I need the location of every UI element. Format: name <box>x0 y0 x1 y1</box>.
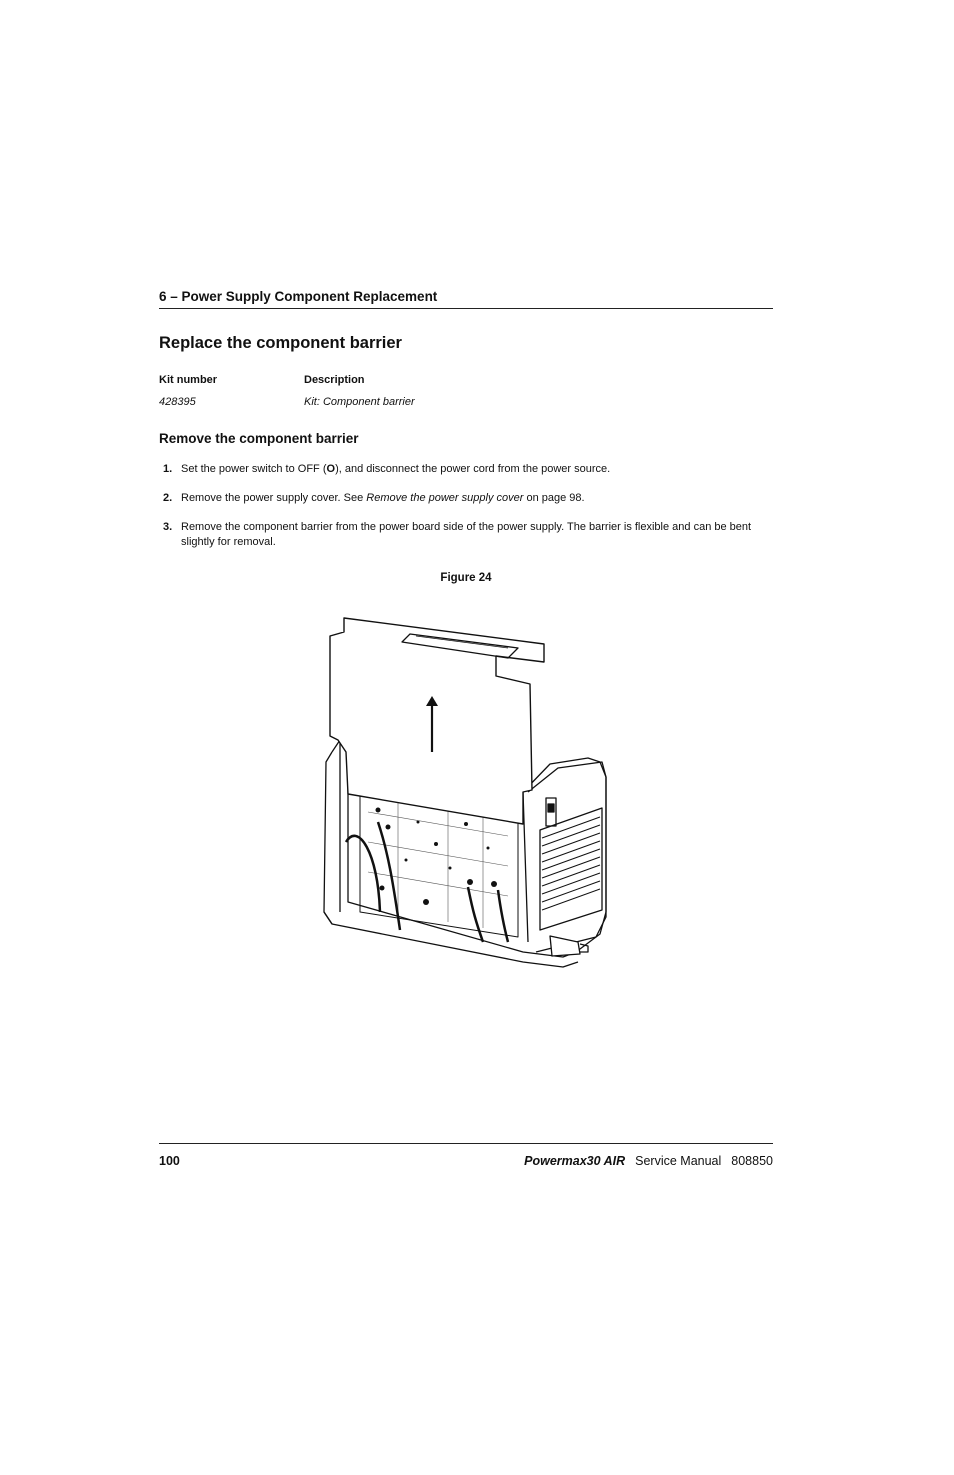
component-barrier-illustration <box>318 612 618 974</box>
kit-number-header: Kit number <box>159 374 218 386</box>
description-cell: Kit: Component barrier <box>304 396 415 408</box>
wire-harness <box>346 836 380 912</box>
cross-reference-link[interactable]: Remove the power supply cover <box>366 492 524 504</box>
product-name: Powermax30 AIR <box>524 1154 626 1168</box>
step-number: 1. <box>163 463 173 475</box>
page-number: 100 <box>159 1154 180 1168</box>
subsection-title: Remove the component barrier <box>159 431 359 446</box>
kit-table <box>159 374 659 418</box>
step-1 <box>163 462 775 477</box>
cord-strain-relief <box>550 936 580 956</box>
step-list <box>163 462 775 564</box>
step-number: 3. <box>163 521 173 533</box>
section-title: Replace the component barrier <box>159 334 402 352</box>
table-row <box>159 396 659 418</box>
step-3 <box>163 520 775 550</box>
step-text: on page 98. <box>523 492 585 504</box>
kit-number-cell: 428395 <box>159 396 196 408</box>
document-number: 808850 <box>731 1154 773 1168</box>
step-text: ), and disconnect the power cord from the power source. <box>335 463 611 475</box>
description-header: Description <box>304 374 365 386</box>
step-text: Remove the component barrier from the power board side of the power supply. The barrier is flexible and can be bent slightly for removal. <box>181 521 752 548</box>
footer-product-info <box>524 1154 773 1168</box>
off-symbol: O <box>326 463 336 475</box>
step-text: Remove the power supply cover. See <box>181 492 367 504</box>
kit-table-header <box>159 374 659 396</box>
page-footer <box>159 1143 773 1168</box>
step-2 <box>163 491 775 506</box>
component-barrier <box>330 618 544 824</box>
step-number: 2. <box>163 492 173 504</box>
step-text: Set the power switch to OFF ( <box>181 463 327 475</box>
document-type: Service Manual <box>635 1154 722 1168</box>
chapter-heading: 6 – Power Supply Component Replacement <box>159 289 773 309</box>
figure-label: Figure 24 <box>440 572 492 584</box>
